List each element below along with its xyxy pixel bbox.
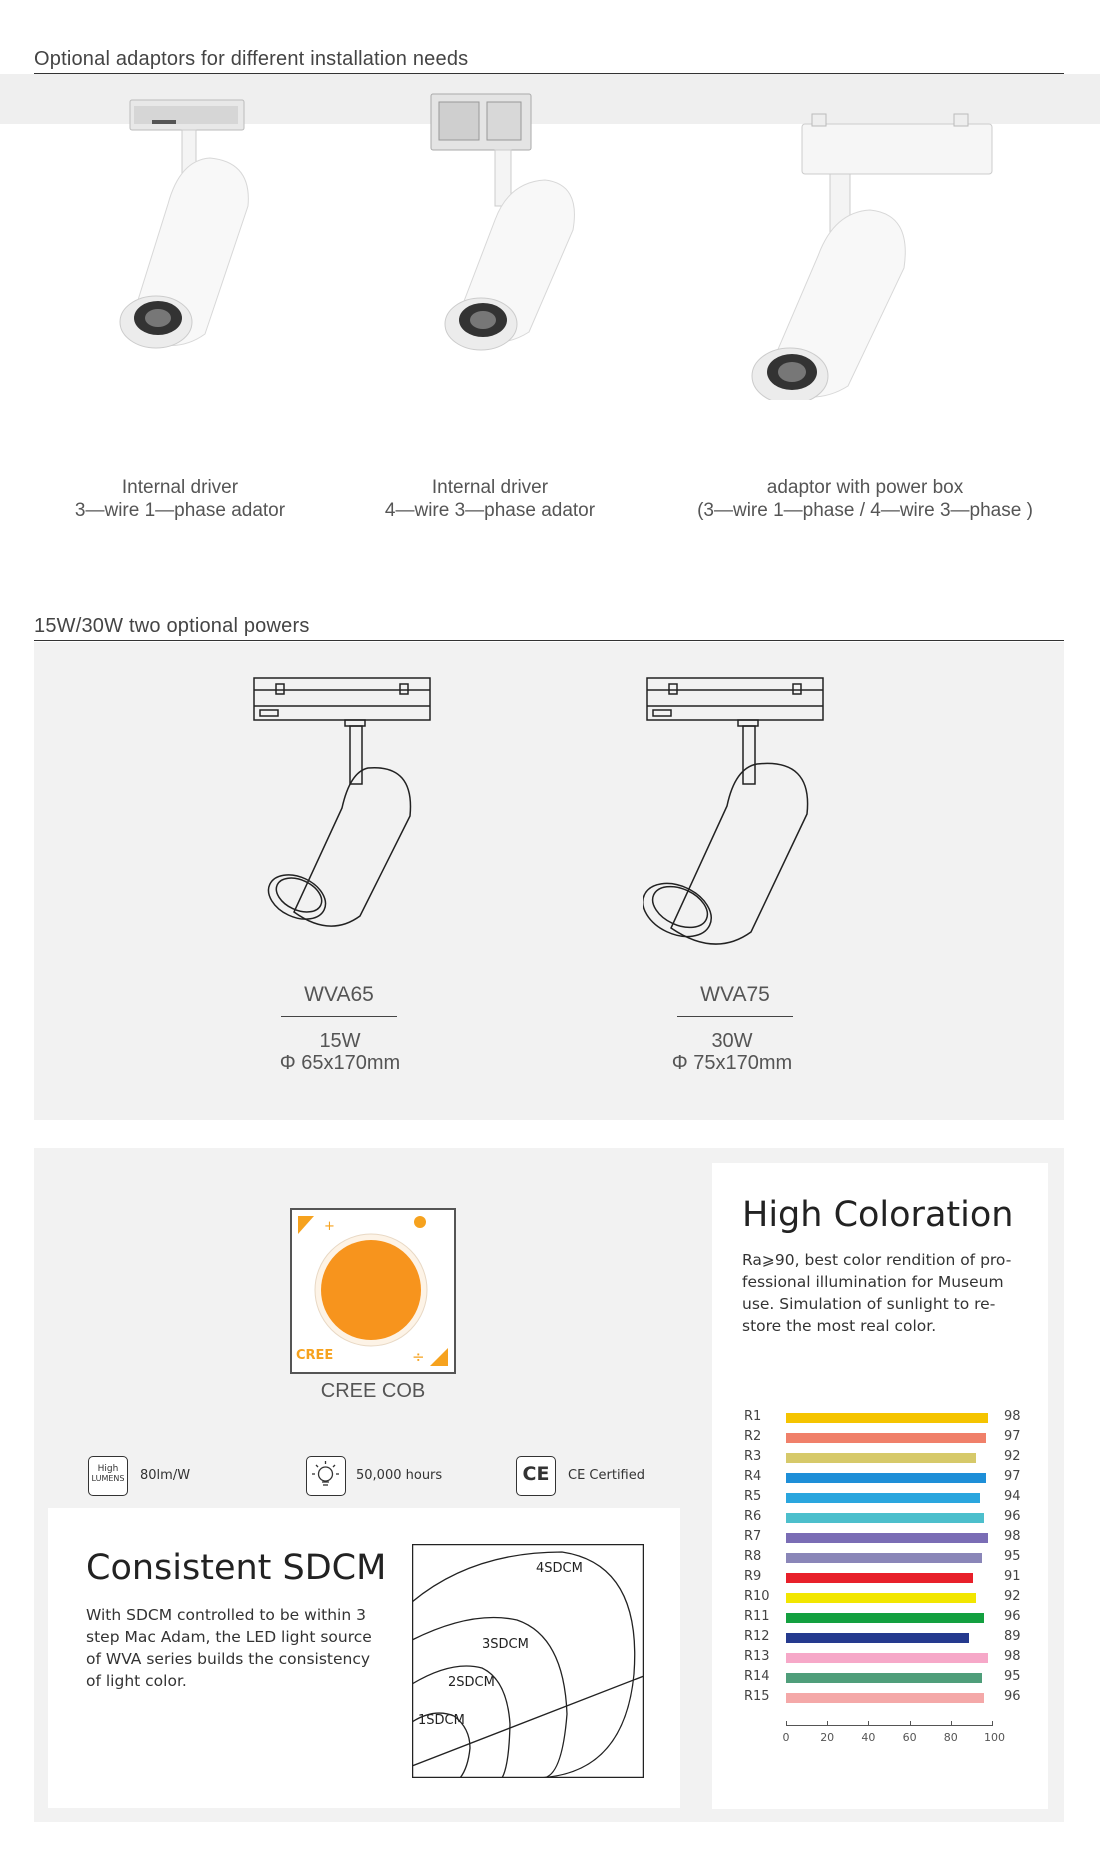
wva75-line-drawing [643, 676, 843, 956]
cri-x-tick-label: 20 [820, 1731, 835, 1744]
cri-bar-label: R4 [744, 1469, 762, 1484]
cree-cob-chip [290, 1208, 456, 1374]
cri-x-tick-label: 40 [861, 1731, 876, 1744]
cob-brand-text: CREE [296, 1348, 334, 1363]
cri-bar-row [744, 1509, 1044, 1529]
cri-bar-label: R7 [744, 1529, 762, 1544]
cri-bar-label: R6 [744, 1509, 762, 1524]
ring-label-4: 4SDCM [536, 1561, 583, 1576]
cri-bar-row [744, 1529, 1044, 1549]
model-spec-wva65 [240, 1030, 440, 1074]
cri-bar-row [744, 1449, 1044, 1469]
cri-bar-label: R12 [744, 1629, 770, 1644]
cri-bar [786, 1673, 982, 1683]
svg-text:÷: ÷ [412, 1348, 425, 1366]
model-power: 15W [319, 1030, 361, 1052]
cri-x-tick-label: 100 [984, 1731, 1005, 1744]
cri-bar-row [744, 1429, 1044, 1449]
section-title-powers: 15W/30W two optional powers [34, 615, 310, 637]
ring-label-3: 3SDCM [482, 1637, 529, 1652]
model-name-wva65: WVA65 [304, 983, 374, 1006]
model-spec-wva75 [632, 1030, 832, 1074]
section-divider [34, 640, 1064, 641]
cri-bar [786, 1613, 984, 1623]
cri-bar-value: 97 [1004, 1469, 1021, 1484]
cri-bar-value: 98 [1004, 1529, 1021, 1544]
cob-label: CREE COB [320, 1380, 426, 1402]
cri-x-tick-mark [868, 1721, 869, 1726]
cri-bar-value: 95 [1004, 1549, 1021, 1564]
cri-x-tick-label: 60 [902, 1731, 917, 1744]
model-power: 30W [711, 1030, 753, 1052]
model-rule [677, 1016, 793, 1017]
cri-bar-row [744, 1549, 1044, 1569]
cri-bar-label: R5 [744, 1489, 762, 1504]
cri-bar-row [744, 1589, 1044, 1609]
cri-bar [786, 1513, 984, 1523]
cri-bar-value: 91 [1004, 1569, 1021, 1584]
cri-bar [786, 1453, 976, 1463]
cri-bar [786, 1573, 973, 1583]
spotlight-photo-2 [425, 84, 585, 354]
cri-x-axis [786, 1725, 992, 1726]
caption-line2: 3—wire 1—phase adator [74, 500, 286, 521]
cri-bar-value: 95 [1004, 1669, 1021, 1684]
cri-bar-value: 92 [1004, 1449, 1021, 1464]
cri-bar-value: 98 [1004, 1649, 1021, 1664]
cri-bar-chart [744, 1409, 1044, 1769]
cri-bar-value: 96 [1004, 1689, 1021, 1704]
cri-bar-row [744, 1409, 1044, 1429]
cri-x-tick-label: 80 [943, 1731, 958, 1744]
cri-bar [786, 1653, 988, 1663]
cri-bar [786, 1473, 986, 1483]
cri-bar-value: 96 [1004, 1509, 1021, 1524]
cri-x-tick-mark [827, 1721, 828, 1726]
caption-line1: adaptor with power box [766, 477, 964, 498]
cri-bar-value: 92 [1004, 1589, 1021, 1604]
cri-bar [786, 1693, 984, 1703]
cri-bar [786, 1553, 982, 1563]
adaptor-caption-1 [40, 476, 320, 522]
cri-bar-label: R9 [744, 1569, 762, 1584]
icon-text-top: High [97, 1464, 119, 1474]
cri-bar-row [744, 1649, 1044, 1669]
cri-bar-row [744, 1609, 1044, 1629]
cri-bar [786, 1433, 986, 1443]
cri-bar-label: R11 [744, 1609, 770, 1624]
cri-x-tick-mark [992, 1721, 993, 1726]
cri-bar-label: R3 [744, 1449, 762, 1464]
cri-bar-label: R15 [744, 1689, 770, 1704]
sdcm-description: With SDCM controlled to be within 3 step Mac Adam, the LED light source of WVA series builds the consistency of light color. [86, 1606, 372, 1690]
model-rule [281, 1016, 397, 1017]
sdcm-card [48, 1508, 680, 1808]
cri-bar-label: R8 [744, 1549, 762, 1564]
cri-x-tick-mark [786, 1721, 787, 1726]
caption-line2: 4—wire 3—phase adator [384, 500, 596, 521]
sdcm-ellipse-diagram [412, 1544, 644, 1778]
cri-bar [786, 1593, 976, 1603]
spotlight-photo-3 [740, 110, 1010, 400]
cri-x-tick-mark [951, 1721, 952, 1726]
cri-bar-value: 98 [1004, 1409, 1021, 1424]
bulb-icon [306, 1456, 346, 1496]
model-size: Φ 65x170mm [279, 1052, 401, 1074]
model-size: Φ 75x170mm [671, 1052, 793, 1074]
cri-bar-row [744, 1469, 1044, 1489]
cri-bar [786, 1633, 969, 1643]
cri-bar-label: R1 [744, 1409, 762, 1424]
cri-bar-label: R10 [744, 1589, 770, 1604]
caption-line2: (3—wire 1—phase / 4—wire 3—phase ) [697, 500, 1033, 521]
wva65-line-drawing [250, 676, 440, 936]
ce-mark-icon [516, 1456, 556, 1496]
cri-bar-row [744, 1689, 1044, 1709]
bulb-glyph [307, 1457, 344, 1494]
ring-label-2: 2SDCM [448, 1675, 495, 1690]
model-name-wva75: WVA75 [700, 983, 770, 1006]
cri-bar-row [744, 1669, 1044, 1689]
cri-bar-value: 96 [1004, 1609, 1021, 1624]
spotlight-photo-1 [100, 96, 260, 356]
feature-label-lumens: 80lm/W [140, 1468, 191, 1483]
cri-bar [786, 1493, 980, 1503]
feature-label-hours: 50,000 hours [356, 1468, 443, 1483]
caption-line1: Internal driver [121, 477, 239, 498]
coloration-description: Ra⩾90, best color rendition of pro-fessional illumination for Museum use. Simulation of sunlight to re-store the most real color. [742, 1251, 1012, 1335]
section-title-adaptors: Optional adaptors for different installation needs [34, 48, 469, 70]
adaptor-caption-2 [350, 476, 630, 522]
caption-line1: Internal driver [431, 477, 549, 498]
cri-bar-row [744, 1489, 1044, 1509]
ring-label-1: 1SDCM [418, 1713, 465, 1728]
coloration-title: High Coloration [742, 1195, 1014, 1235]
cri-bar-value: 89 [1004, 1629, 1021, 1644]
cri-x-tick-mark [910, 1721, 911, 1726]
cri-bar-label: R14 [744, 1669, 770, 1684]
cri-bar-value: 94 [1004, 1489, 1021, 1504]
cri-bar-row [744, 1569, 1044, 1589]
coloration-card [712, 1163, 1048, 1809]
powers-panel [34, 642, 1064, 1120]
ce-mark-text: CE [522, 1463, 550, 1485]
feature-label-ce: CE Certified [568, 1468, 645, 1483]
icon-text-bottom: LUMENS [91, 1474, 125, 1483]
sdcm-title: Consistent SDCM [86, 1548, 387, 1588]
adaptor-caption-3 [680, 476, 1050, 522]
cri-bar-row [744, 1629, 1044, 1649]
svg-text:+: + [324, 1219, 335, 1234]
cri-bar [786, 1533, 988, 1543]
cri-bar-value: 97 [1004, 1429, 1021, 1444]
high-lumens-icon [88, 1456, 128, 1496]
cri-bar [786, 1413, 988, 1423]
cri-x-tick-label: 0 [782, 1731, 790, 1744]
cri-bar-label: R13 [744, 1649, 770, 1664]
cri-bar-label: R2 [744, 1429, 762, 1444]
